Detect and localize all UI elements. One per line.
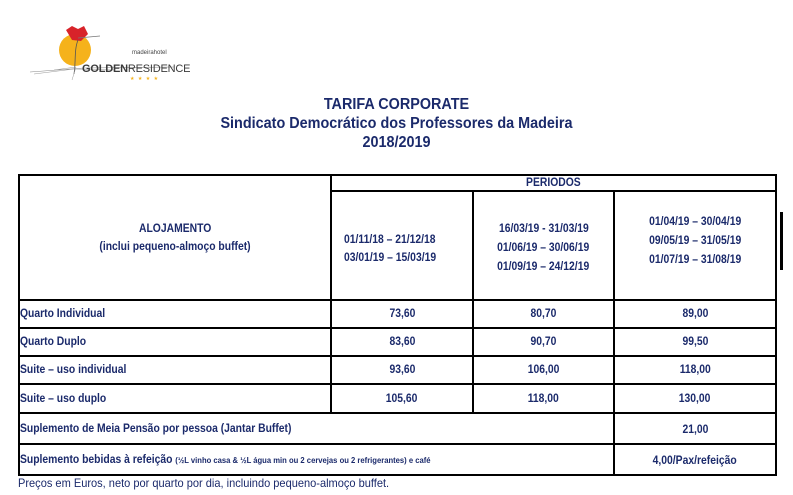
accommodation-header: [19, 175, 331, 300]
period-3-dates: [614, 191, 776, 300]
supplement-value: [614, 413, 776, 444]
rate-cell: [331, 328, 473, 356]
period-2-range-3: 01/09/19 – 24/12/19: [497, 261, 590, 273]
room-type-text: Quarto Duplo: [20, 336, 87, 348]
period-2-range-1: 16/03/19 - 31/03/19: [498, 223, 589, 235]
rate-cell: [473, 300, 614, 328]
logo-small-text: madeirahotel: [132, 50, 167, 56]
rate-cell: [331, 384, 473, 413]
periods-header: [331, 175, 776, 191]
rate-cell: [614, 356, 776, 384]
table-row: [19, 384, 776, 413]
rate-value: 80,70: [530, 308, 557, 320]
rates-table: [18, 174, 777, 476]
table-row: [19, 300, 776, 328]
room-type-label: [19, 328, 331, 356]
rate-value: 90,70: [530, 336, 557, 348]
rate-value: 105,60: [386, 392, 418, 405]
supplement-detail: (½L vinho casa & ½L água min ou 2 cervejas ou 2 refrigerantes) e café: [175, 454, 431, 465]
footer-note: Preços em Euros, neto por quarto por dia, incluindo pequeno-almoço buffet.: [18, 476, 390, 490]
period-1-dates: [331, 191, 473, 300]
room-type-label: [19, 384, 331, 413]
periods-header-label: PERIODOS: [526, 176, 581, 189]
room-type-text: Suite – uso duplo: [20, 392, 107, 405]
room-type-label: [19, 300, 331, 328]
period-3-range-2: 09/05/19 – 31/05/19: [648, 235, 742, 247]
rate-cell: [473, 384, 614, 413]
table-header-row: [19, 175, 776, 191]
room-type-label: [19, 356, 331, 384]
text-cursor-bar: [780, 212, 783, 270]
rate-value: 93,60: [389, 364, 415, 376]
rate-value: 106,00: [527, 364, 560, 376]
logo-brand-bold: GOLDEN: [82, 63, 128, 75]
logo-brand-light: RESIDENCE: [127, 63, 191, 75]
rate-cell: [614, 300, 776, 328]
rate-value: 118,00: [527, 392, 560, 405]
season-label: 2018/2019: [362, 134, 431, 151]
rate-value: 83,60: [389, 336, 415, 348]
rate-value: 73,60: [389, 308, 415, 320]
rate-cell: [331, 300, 473, 328]
supplement-row-half-board: [19, 413, 776, 444]
page-title: TARIFA CORPORATE: [323, 96, 470, 113]
rate-cell: [614, 328, 776, 356]
table-row: [19, 356, 776, 384]
logo-stars: ★ ★ ★ ★: [130, 76, 160, 82]
supplement-label: [19, 444, 614, 475]
rate-value: 99,50: [682, 336, 708, 348]
rate-value: 118,00: [679, 364, 711, 376]
room-type-text: Quarto Individual: [20, 308, 106, 320]
rate-cell: [473, 356, 614, 384]
supplement-row-drinks: [19, 444, 776, 475]
period-2-range-2: 01/06/19 – 30/06/19: [497, 242, 590, 254]
period-2-dates: [473, 191, 614, 300]
period-1-range-1: 01/11/18 – 21/12/18: [344, 233, 436, 246]
supplement-price: 4,00/Pax/refeição: [652, 454, 738, 467]
rate-value: 89,00: [682, 308, 708, 320]
period-3-range-1: 01/04/19 – 30/04/19: [648, 216, 742, 228]
room-type-text: Suite – uso individual: [20, 364, 127, 376]
rate-value: 130,00: [679, 392, 711, 405]
page-subtitle: Sindicato Democrático dos Professores da Madeira: [220, 115, 573, 132]
rate-cell: [331, 356, 473, 384]
supplement-value: [614, 444, 776, 475]
supplement-label: [19, 413, 614, 444]
accommodation-subtitle: (inclui pequeno-almoço buffet): [99, 240, 251, 253]
period-3-range-3: 01/07/19 – 31/08/19: [648, 254, 742, 266]
supplement-text: Suplemento bebidas à refeição: [20, 453, 173, 466]
table-row: [19, 328, 776, 356]
hotel-logo: [14, 12, 191, 82]
logo-brand: [82, 63, 190, 75]
rate-cell: [473, 328, 614, 356]
rate-cell: [614, 384, 776, 413]
document-heading: [40, 95, 754, 152]
supplement-price: 21,00: [682, 423, 708, 436]
accommodation-title: ALOJAMENTO: [138, 222, 212, 235]
supplement-text-group: [20, 454, 431, 466]
period-1-range-2: 03/01/19 – 15/03/19: [344, 251, 437, 264]
supplement-text: Suplemento de Meia Pensão por pessoa (Jantar Buffet): [20, 422, 292, 435]
